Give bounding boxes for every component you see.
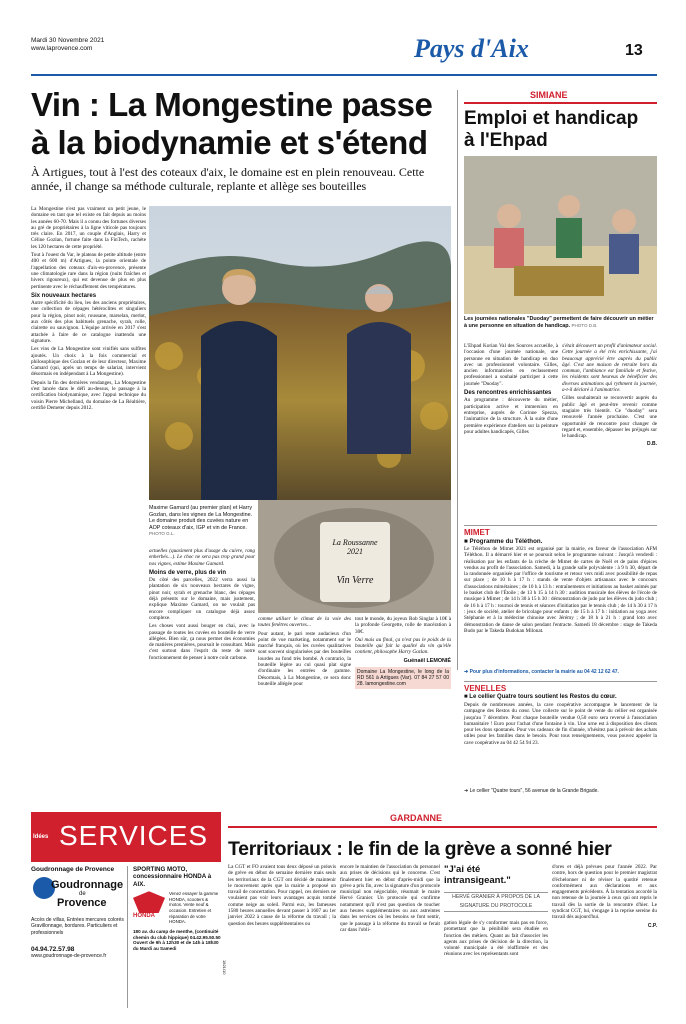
- simiane-col1-p2: Au programme : découverte du métier, participation active et immersion en entreprise, auprès de Corinne Spezza, l'animatrice de la structure. À la suite d'une première expérience d'ateliers sur la peinture pour adultes handicapés, Gilles: [464, 397, 558, 435]
- ad2-logo: [133, 891, 169, 925]
- bottle-photo: [258, 500, 451, 613]
- header-date: Mardi 30 Novembre 2021: [31, 37, 105, 44]
- simiane-col2-p2: Gilles souhaiterait se reconvertir auprès du public âgé et peut-être revenir comme stagiaire très bientôt. Ce "duoday" sera renouvelé l'année prochaine. C'est une opportunité de rencontre pour changer de regard et, ensemble, dépasser les préjugés sur le handicap.: [562, 395, 657, 440]
- venelles-kicker: VENELLES: [464, 681, 657, 693]
- main-col3-p2: Pour autant, le pari reste audacieux d'un point de vue marketing, notamment sur le marché français, où les cuvées qualitatives sont souvent singularisées par des bouteilles lourdes au fond très bombé. A contrario, la bouteille légère au cul quasi plat signe d'ordinaire les entrées de gamme. Désormais, à La Mongestine, ce sera donc bouteille allégée pour: [258, 630, 351, 687]
- ad2-hours: Ouvert de 9h à 12h30 et de 14h à 18h30 du Mardi au Samedi: [133, 940, 219, 952]
- main-col3-p1: comme utiliser le climat de la voie des toutes fenêtres ouvertes…: [258, 616, 351, 629]
- page-number: 13: [625, 42, 643, 59]
- gardanne-kicker: GARDANNE: [390, 813, 443, 823]
- mimet-kicker: MIMET: [464, 525, 657, 537]
- main-col2-subhead: Moins de verre, plus de vin: [149, 569, 227, 576]
- main-column-1: [31, 206, 146, 671]
- bottle-brand: Vin Verre: [336, 575, 374, 586]
- mimet-text: Le Téléthon de Mimet 2021 est organisé par la mairie, en faveur de l'association AFM Téléthon. Il a démarré hier et se poursuit selon le programme suivant : Jusqu'à vendredi : réalisation par les enfants de la crèche de Mimet de cartes de Noël et de pains d'épices vendus au profit de l'association. Samedi, à la grande salle polyvalente : à 9 h 30, départ de la randonnée organisée par l'office de tourisme et retour vers midi avec possibilité de repas sur place ; de 10 h à 17 h : stands de vente d'objets artisanaux avec le concours d'associations mimétaines ; de 10 h à 13 h : entraînements et initiations au basket animés par le basket club de l'Étoile ; de 13 h 15 à 14 h 30 : audition musicale des élèves de l'école de musique à Mimet ; de 14 h 30 à 15 h 30 : démonstration de judo par les élèves du judo club ; de 16 h à 17 h : tournoi de tennis et séances d'initiation par le tennis club ; de 14 h 30 à 17 h : jeux de société, atelier de bricolage pour enfants ; de 15 h à 17 h : initiation au yoga avec Stéphanie et à la médecine chinoise avec Jérémy ; de 18 h à 21 h : grand loto avec démonstration de danse de salon pendant l'entracte. Samedi 18 décembre : stage de Takeda Budo par le Takeda Budokan Milonat.: [464, 546, 657, 634]
- simiane-photo-caption: [464, 316, 657, 329]
- venelles-info: ➜ Le cellier "Quatre tours", 56 avenue de la Grande Brigade.: [464, 788, 599, 794]
- main-author: Guénaël LEMONIÉ: [403, 657, 451, 664]
- main-lead: À Artigues, tout à l'est des coteaux d'aix, le domaine est en plein renouveau. Cette année, il change sa méthode culturale, replante et allège ses bouteilles: [31, 165, 425, 193]
- bottle-image: [258, 500, 451, 613]
- simiane-sign: D.B.: [647, 441, 657, 448]
- ad-goudronnage: [31, 866, 128, 1008]
- gardanne-column-4: [552, 864, 657, 1010]
- ad1-logo-word2: de: [79, 891, 86, 897]
- mimet-info: ➜ Pour plus d'informations, contacter la mairie au 04 42 12 62 47.: [464, 669, 619, 675]
- ad2-header: SPORTING MOTO, concessionnaire HONDA à AIX.: [133, 866, 212, 888]
- gardanne-col4-text: d'ores et déjà prévues pour l'année 2022. Par contre, hors de question pour le premier magistrat d'échelonner ni de réviser la quotité retenue conformément aux déclarations et aux engagements précédents. À la tentation accordé la non retenue de la journée à ceux qui ont repris le travail dès la sortie de la rencontre d'hier. Le syndicat CGT, lui, s'engage à la reprise sereine du travail dès aujourd'hui.: [552, 864, 657, 921]
- gardanne-sign: C.P.: [647, 922, 657, 929]
- main-info-box: Domaine La Mongestine, le long de la RD 561 à Artigues (Var). 07 84 27 57 00 28. lamongestine.com: [357, 669, 449, 688]
- ad1-web: www.goudronnage-de-provence.fr: [31, 953, 107, 960]
- venelles-text: Depuis de nombreuses années, la cave coopérative accompagne le lancement de la campagne des Restos du cœur. Une collecte sur le point de vente du cellier est organisée jusqu'au 7 décembre. Pour chaque bouteille vendue 0,50 euro sera reversé à l'association humanitaire ! Euro pour l'achat d'une fontaine à vin. Une urne est à disposition des clients pour les dons spontanés. Pour vos cadeaux de fin d'année, n'hésitez pas à prévoir des achats utiles pour les familles dans le besoin. Pour tous renseignements, vous pouvez appeler la cave coopérative au 04 42 54 94 23.: [464, 702, 657, 746]
- bottle-label: La Roussanne 2021: [332, 538, 378, 556]
- gardanne-title: Territoriaux : le fin de la grève a sonné hier: [228, 838, 612, 860]
- ad1-header: Goudronnage de Provence: [31, 866, 115, 873]
- ad1-logo-word1: Goudronnage: [51, 879, 124, 891]
- ad2-text: Venez essayer la gamme HONDA, scooters & motos. Vente neuf & occasion. Entretien et réparation de votre HONDA.: [169, 891, 219, 925]
- header-site: www.laprovence.com: [31, 45, 93, 52]
- services-title: SERVICES: [59, 820, 209, 851]
- services-side-tag: Idées: [33, 834, 49, 840]
- main-col4-p1: tout le monde, du joyeux Rob Singlar à 10€ à la profonde Georgette, rolle de macération à 30€.: [355, 616, 451, 635]
- simiane-title: [464, 108, 638, 152]
- ad2-ref: 1821/10: [222, 960, 227, 975]
- simiane-col2-p1: s'était découvert un profil d'animateur social. Cette journée a été très enrichissante, j'ai beaucoup apprécié être auprès du public âgé. C'est une maison de retraite hors du commun, l'ambiance est familiale et festive, les résidents sont heureux de bénéficier des diverses animations qui rythment la journée, a-t-il déclaré à l'animatrice.: [562, 343, 657, 394]
- main-col1-subhead: Six nouveaux hectares: [31, 292, 97, 299]
- header-meta: [31, 37, 104, 53]
- ad1-logo: [31, 877, 127, 913]
- ehpad-photo: [464, 156, 657, 314]
- simiane-photo-caption-text: Les journées nationales "Duoday" permettent de faire découvrir un métier à une personne en situation de handicap.: [464, 316, 654, 329]
- gardanne-column-3: gation légale de s'y conformer mais pas en force, promettant que la pénibilité sera étudiée en fonction des métiers. Quant au fait d'associer les agents aux prises de décision de la direction, la volonté municipale a été réaffirmée et des réunions avec les représentants sont: [444, 920, 548, 958]
- gardanne-kicker-bar: [228, 812, 657, 828]
- main-col1-p3: Autre spécificité du lieu, les des anciens propriétaires, une collection de cépages hétéroclites et singuliers pour la région, pinot noir, roussane, marselan, merlot, aux côtés des plus habituels grenache, syrah, rolle, clairette ou sauvignon. L'équipe arrivée en 2017 s'est attachée à faire de ce catalogue inattendu une signature.: [31, 300, 146, 344]
- main-column-2: [149, 548, 255, 671]
- gardanne-quote-box: [444, 864, 548, 912]
- main-title-line1: Vin : La Mongestine passe: [31, 86, 433, 123]
- honda-wing-icon: [133, 891, 165, 913]
- ad1-text: Accès de villas, Entrées mercures colorés Gravillonnage, bordures. Particuliers et professionnels: [31, 917, 124, 936]
- simiane-photo-credit: PHOTO D.B.: [571, 322, 598, 328]
- ad2-brand: HONDA: [133, 913, 155, 920]
- simiane-kicker-bar: [464, 88, 657, 104]
- main-col2-p3: Les choses vont aussi bouger en chai, avec le passage de toutes les cuvées en bouteille de verre allégées. Bien sûr, ça nous permet des économies de matières premières, poursuit le consultant. Mais c'est surtout dans l'esprit du reste de notre fonctionnement de penser à notre coût carbone.: [149, 623, 255, 661]
- main-photo-caption-text: Maxime Gamard (au premier plan) et Harry Gozlan, dans les vignes de La Mongestine. Le domaine produit des cuvées nature en AOP coteaux d'aix, IGP et vin de France.: [149, 505, 253, 531]
- ad2-address: 180 av. du camp de menthe, (continuité chemin du club hippique) 04.42.95.50.50: [133, 928, 221, 940]
- main-col1-p4: Les vins de La Mongestine sont vinifiés sans sulfites ajoutés. Un choix à la fois commercial et philosophique des Gozlan et de leur directeur, Maxime Gamard (qui, après un temps de salariat, intervient désormais en indépendant à La Mongestine).: [31, 346, 146, 378]
- ad1-logo-word3: Provence: [57, 897, 107, 909]
- main-col2-p2: Du côté des parcelles, 2022 verra aussi la plantation de six nouveaux hectares de vigne, pinot noir, syrah et grenache blanc, des cépages déjà présents sur le domaine, mais justement, explique Maxime Gamard, on ne voulait pas encore compliquer un catalogue déjà assez complexe.: [149, 577, 255, 621]
- ad1-phone: 04.94.72.57.98: [31, 946, 75, 954]
- main-photo-credit: PHOTO G.L.: [149, 531, 175, 537]
- section-title: Pays d'Aix: [414, 34, 529, 63]
- main-column-3: [258, 616, 351, 687]
- simiane-title-line2: à l'Ehpad: [464, 130, 548, 151]
- mimet-title: ■ Programme du Téléthon.: [464, 538, 543, 545]
- mimet-title-text: Programme du Téléthon.: [469, 538, 543, 545]
- simiane-kicker: SIMIANE: [530, 90, 568, 100]
- simiane-title-line1: Emploi et handicap: [464, 108, 639, 129]
- gardanne-column-2: encore le maintien de l'association du personnel aux prises de décisions qui le concerne. C'est finalement hier en début d'après-midi que la grève a pris fin, avec la signature d'un protocole municipal non négociable, résumait le maire Hervé Granier. Un protocole qui confirme notamment qu'il n'est pas question de toucher aux heures supplémentaires ou aux astreintes dans les services où les besoins se font sentir, que le passage à la réforme du travail se ferait car dans l'obli-: [340, 864, 440, 933]
- mimet-info-text: Pour plus d'informations, contacter la mairie au 04 42 12 62 47.: [469, 669, 619, 675]
- venelles-title: ■ Le cellier Quatre tours soutient les Restos du cœur.: [464, 694, 617, 700]
- main-col1-p2: Tout à l'ouest du Var, le plateau de petite altitude (entre 400 et 600 m) d'Artigues, la pointe orientale de l'appellation des coteaux d'aix-en-provence, présente une climatologie rare dans la région (nuits fraîches et hivers rigoureux), qui est devenue de plus en plus pertinente avec le réchauffement des températures.: [31, 252, 146, 290]
- gardanne-quote: "J'ai été intransigeant.": [444, 864, 511, 886]
- simiane-photo: [464, 156, 657, 314]
- header-rule: [31, 74, 657, 76]
- main-title: [31, 86, 432, 162]
- main-col1-p5: Depuis la fin des dernières vendanges, La Mongestine s'est lancée dans le défi au-dessus, le passage à la certification biodynamique, avec l'appui technique du voisin Pierre Michelland, du domaine de La Réaltière, certifié Demeter depuis 2012.: [31, 379, 146, 411]
- venelles-info-text: Le cellier "Quatre tours", 56 avenue de la Grande Brigade.: [469, 788, 599, 794]
- venelles-title-text: Le cellier Quatre tours soutient les Restos du cœur.: [469, 694, 617, 700]
- main-col1-p1: La Mongestine n'est pas vraiment un petit jeune, le domaine en tant que tel existe en fait depuis au moins les années 60-70. Mais il a connu des fortunes diverses au gré de propriétaires à la ligne viticole pas toujours très claire. En 2017, un couple d'Anglais, Harry et Céline Gozlan, fortune faite dans la FinTech, rachète les 120 hectares de cette propriété.: [31, 206, 146, 250]
- gardanne-column-1: La CGT et FO avaient tous deux déposé un préavis de grève en début de semaine dernière mais seuls les territoriaux de la CGT ont décidé de maintenir le mouvement après que la mairie a proposé un travail de concertation. Pour rappel, ces derniers ne voulaient pas voir leurs avantages acquis tombé comme neige au soleil. Parmi eux, les fameuses 1580 heures annuelles devant passer à 1607 au 1er janvier 2022 à cause de la réforme du travail ; la question des heures supplémentaires ou: [228, 864, 336, 927]
- main-column-4: [355, 616, 451, 689]
- ad-honda: [133, 866, 227, 1008]
- simiane-column-2: [562, 343, 657, 521]
- column-divider: [457, 90, 458, 670]
- main-col4-p2: Oui mais au final, ça n'est pas le poids de la bouteille qui fait la qualité du vin qu'elle contient, philosophe Harry Gozlan.: [355, 636, 451, 656]
- services-banner: [31, 812, 221, 862]
- main-photo: [149, 206, 451, 500]
- main-title-line2: à la biodynamie et s'étend: [31, 124, 428, 161]
- main-photo-caption: [149, 505, 255, 538]
- simiane-col1-subhead: Des rencontres enrichissantes: [464, 390, 552, 397]
- simiane-column-1: [464, 343, 558, 521]
- main-col2-p1: actuelles (quasiment plus d'usage du cuivre, rang enherbés…). Le choc ne sera pas trop grand pour nos vignes, estime Maxime Gamard.: [149, 548, 255, 567]
- simiane-col1-p1: L'Ehpad Korian Val des Sources accueille, à l'occasion d'une journée nationale, une personne en situation de handicap en duo avec un professionnel volontaire. Gilles, ancien informaticien en reclassement professionnel a souhaité participer à cette journée "Duoday".: [464, 343, 558, 387]
- gardanne-quote-source: HERVÉ GRANIER À PROPOS DE LA SIGNATURE DU PROTOCOLE: [444, 892, 548, 912]
- vineyard-photo: [149, 206, 451, 500]
